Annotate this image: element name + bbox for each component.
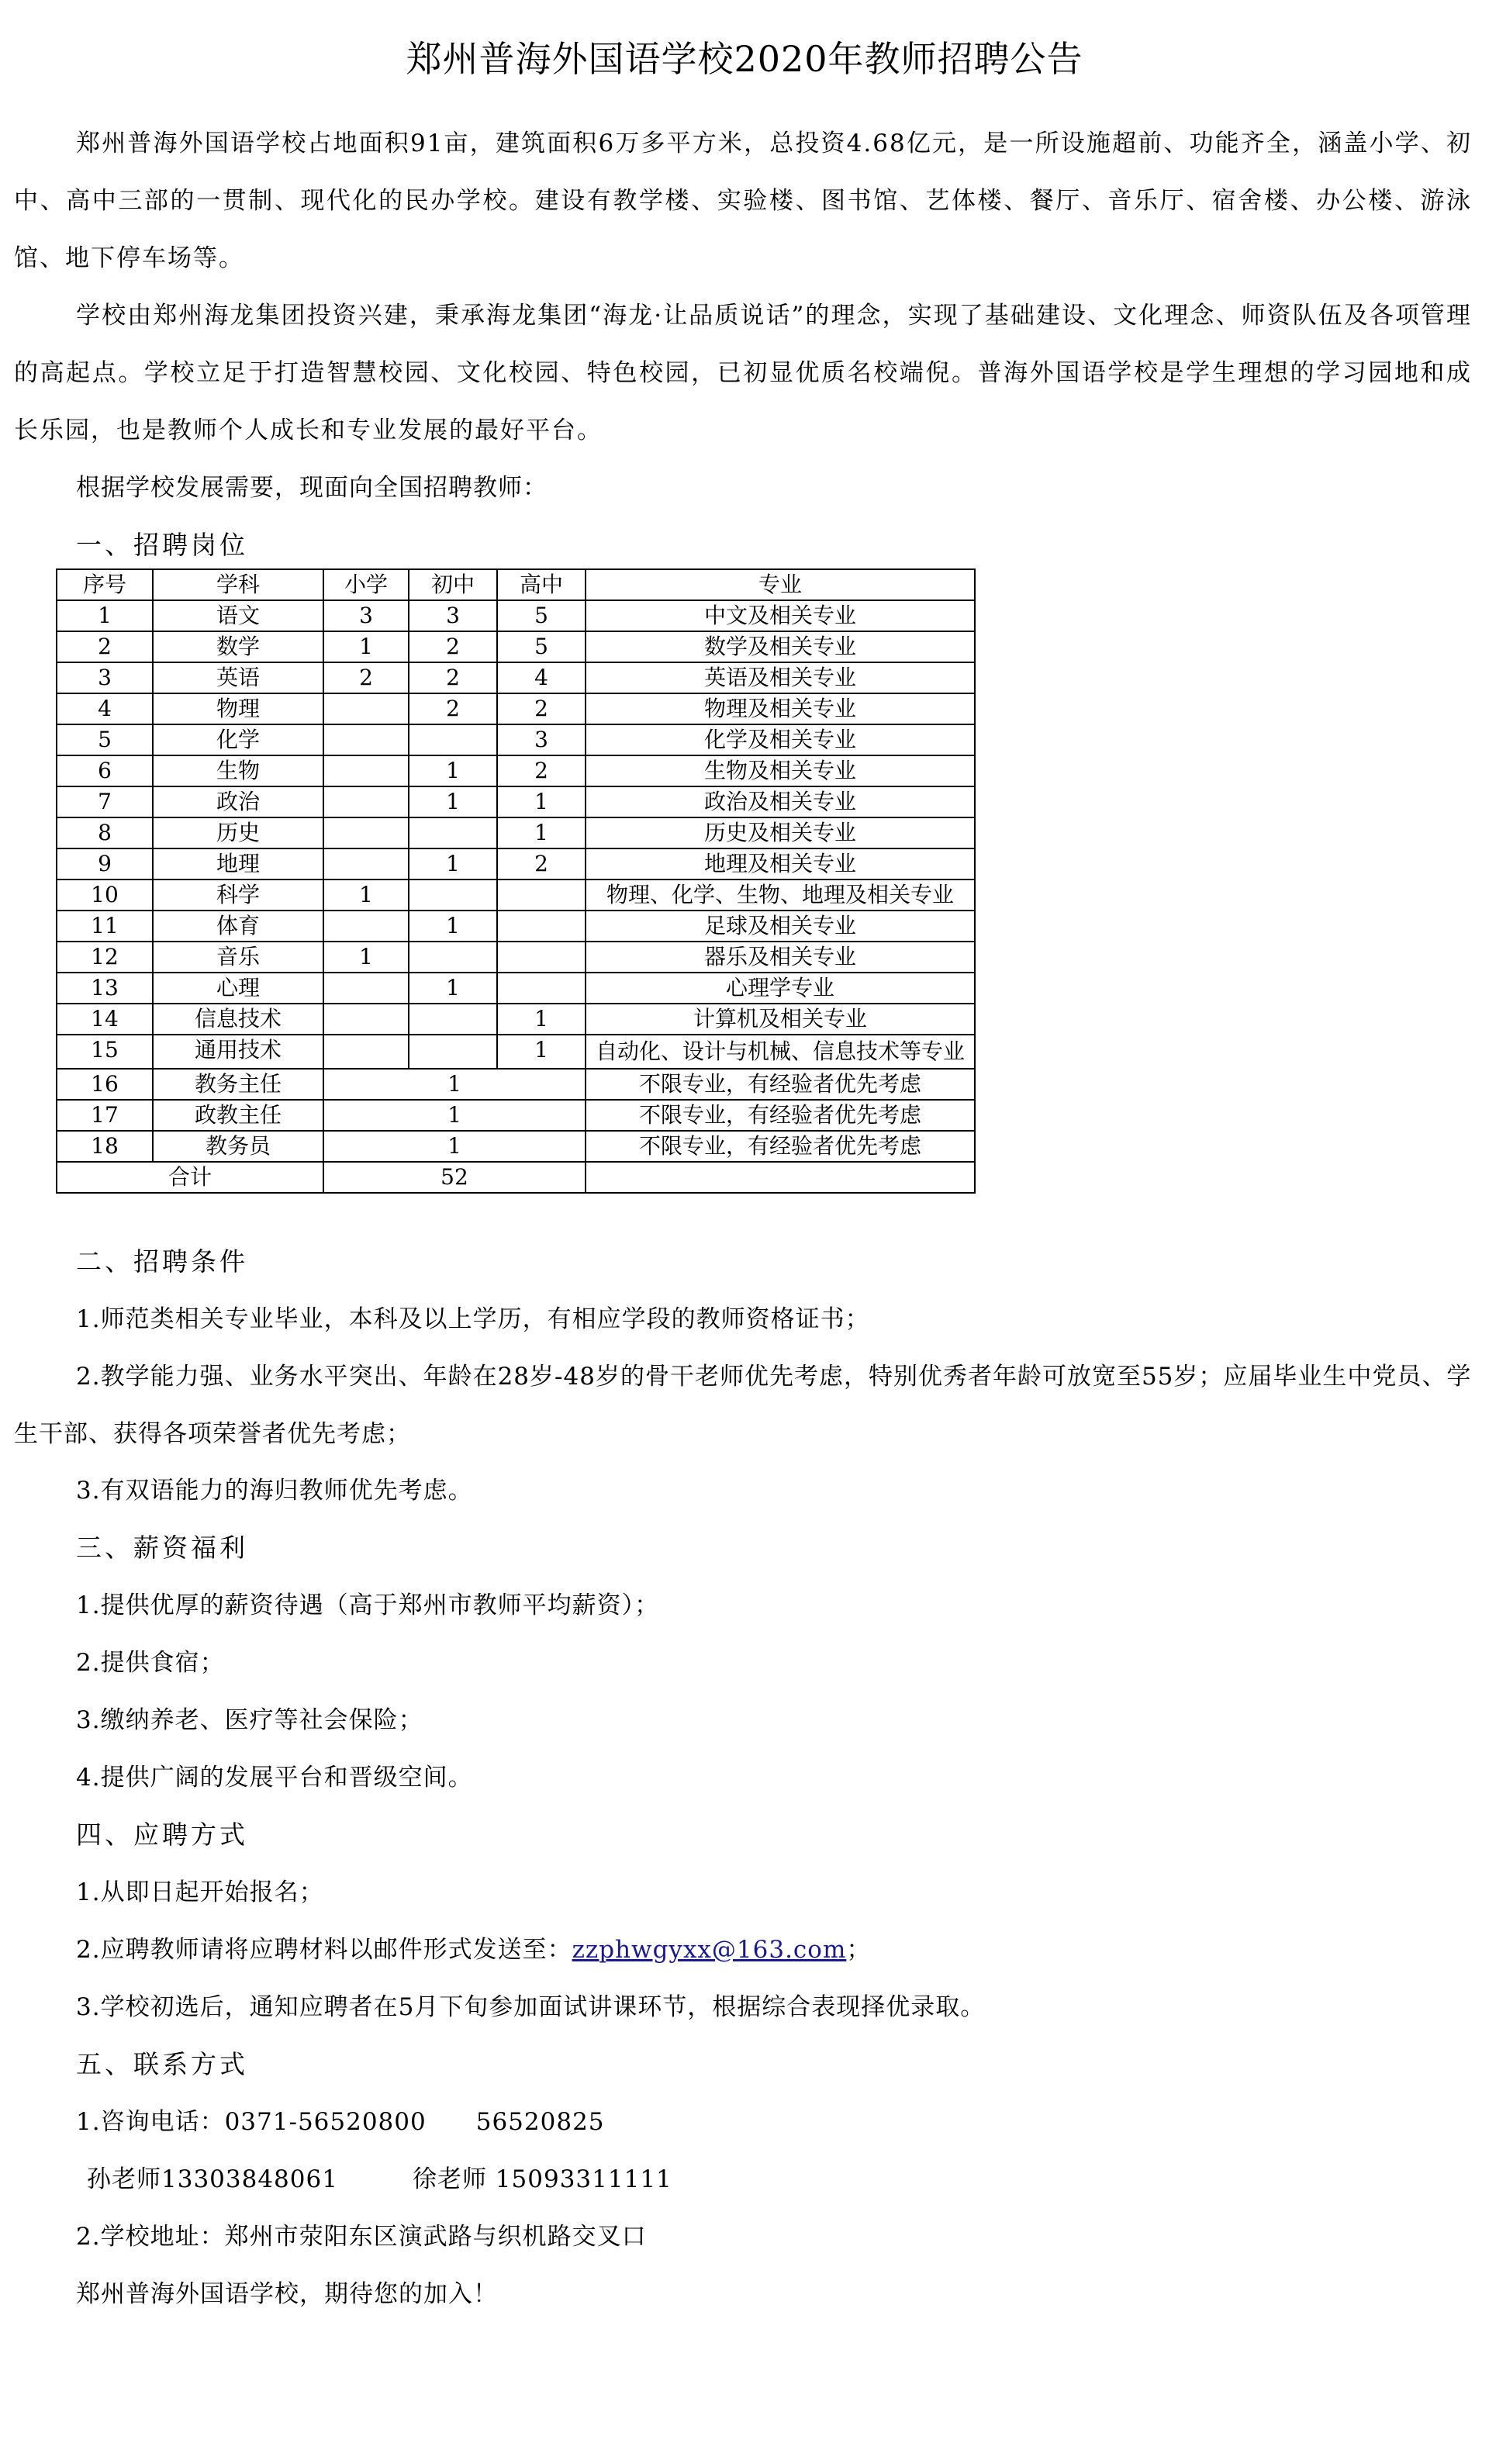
cell-primary: 1 [323, 631, 409, 662]
cell-major: 器乐及相关专业 [586, 942, 975, 973]
cell-count: 1 [323, 1069, 586, 1100]
condition-item-2: 2.教学能力强、业务水平突出、年龄在28岁-48岁的骨干老师优先考虑，特别优秀者年龄可放宽至55岁；应届毕业生中党员、学生干部、获得各项荣誉者优先考虑； [14, 1363, 1472, 1448]
cell-count: 1 [323, 1100, 586, 1131]
apply-item-1: 1.从即日起开始报名； [76, 1878, 324, 1906]
cell-subject: 信息技术 [153, 1004, 323, 1035]
contact-address: 2.学校地址：郑州市荥阳东区演武路与织机路交叉口 [76, 2223, 647, 2251]
cell-subject: 生物 [153, 755, 323, 786]
cell-primary [323, 1004, 409, 1035]
cell-subject: 数学 [153, 631, 323, 662]
cell-junior: 2 [409, 631, 497, 662]
table-row [57, 1069, 975, 1100]
cell-major: 不限专业，有经验者优先考虑 [586, 1131, 975, 1162]
cell-index: 13 [57, 973, 153, 1004]
cell-senior: 2 [497, 848, 586, 880]
condition-item-1: 1.师范类相关专业毕业，本科及以上学历，有相应学段的教师资格证书； [76, 1305, 870, 1333]
cell-index: 3 [57, 662, 153, 693]
table-row [57, 724, 975, 755]
table-row [57, 942, 975, 973]
cell-junior: 2 [409, 693, 497, 724]
contact-teachers: 孙老师13303848061 徐老师 15093311111 [87, 2165, 672, 2193]
cell-primary: 2 [323, 662, 409, 693]
cell-subject: 政教主任 [153, 1100, 323, 1131]
cell-major: 生物及相关专业 [586, 755, 975, 786]
cell-primary [323, 786, 409, 817]
header-subject: 学科 [153, 569, 323, 600]
cell-junior: 3 [409, 600, 497, 631]
cell-junior [409, 724, 497, 755]
cell-index: 16 [57, 1069, 153, 1100]
table-row [57, 880, 975, 911]
apply-item-2 [76, 1921, 871, 1978]
table-header-row [57, 569, 975, 600]
cell-junior: 1 [409, 848, 497, 880]
header-major: 专业 [586, 569, 975, 600]
positions-table [56, 568, 976, 1194]
cell-subject: 地理 [153, 848, 323, 880]
cell-index: 2 [57, 631, 153, 662]
section-heading-apply: 四、应聘方式 [76, 1819, 248, 1850]
table-row [57, 631, 975, 662]
cell-major: 中文及相关专业 [586, 600, 975, 631]
cell-junior [409, 880, 497, 911]
cell-senior: 1 [497, 1004, 586, 1035]
table-row [57, 786, 975, 817]
table-row [57, 1100, 975, 1131]
total-empty [586, 1162, 975, 1193]
cell-subject: 教务员 [153, 1131, 323, 1162]
cell-major: 英语及相关专业 [586, 662, 975, 693]
intro-paragraph-3: 根据学校发展需要，现面向全国招聘教师： [76, 474, 548, 502]
section-heading-conditions: 二、招聘条件 [76, 1246, 248, 1277]
cell-senior: 5 [497, 600, 586, 631]
apply-item-2-text: 2.应聘教师请将应聘材料以邮件形式发送至： [76, 1936, 572, 1964]
cell-major: 自动化、设计与机械、信息技术等专业 [586, 1035, 975, 1069]
cell-junior: 1 [409, 911, 497, 942]
closing-line: 郑州普海外国语学校，期待您的加入！ [76, 2280, 498, 2308]
cell-subject: 化学 [153, 724, 323, 755]
cell-subject: 科学 [153, 880, 323, 911]
table-row [57, 848, 975, 880]
cell-senior: 3 [497, 724, 586, 755]
table-row [57, 1004, 975, 1035]
cell-major: 物理及相关专业 [586, 693, 975, 724]
cell-subject: 政治 [153, 786, 323, 817]
condition-item-3: 3.有双语能力的海归教师优先考虑。 [76, 1477, 473, 1505]
cell-primary [323, 848, 409, 880]
cell-senior: 2 [497, 755, 586, 786]
cell-primary [323, 693, 409, 724]
cell-junior: 1 [409, 973, 497, 1004]
cell-index: 11 [57, 911, 153, 942]
section-heading-contact: 五、联系方式 [76, 2049, 248, 2079]
cell-major: 化学及相关专业 [586, 724, 975, 755]
cell-junior: 1 [409, 755, 497, 786]
cell-senior: 4 [497, 662, 586, 693]
total-label: 合计 [57, 1162, 323, 1193]
cell-major: 地理及相关专业 [586, 848, 975, 880]
cell-index: 12 [57, 942, 153, 973]
benefit-item-1: 1.提供优厚的薪资待遇（高于郑州市教师平均薪资）； [76, 1591, 660, 1619]
apply-item-2-suffix: ； [846, 1936, 872, 1964]
cell-primary [323, 911, 409, 942]
cell-primary: 3 [323, 600, 409, 631]
cell-senior [497, 973, 586, 1004]
cell-index: 6 [57, 755, 153, 786]
cell-index: 7 [57, 786, 153, 817]
cell-subject: 英语 [153, 662, 323, 693]
cell-subject: 心理 [153, 973, 323, 1004]
cell-subject: 语文 [153, 600, 323, 631]
contact-phone: 1.咨询电话：0371-56520800 56520825 [76, 2108, 605, 2136]
table-row [57, 693, 975, 724]
cell-index: 17 [57, 1100, 153, 1131]
cell-index: 18 [57, 1131, 153, 1162]
cell-count: 1 [323, 1131, 586, 1162]
table-row [57, 1035, 975, 1069]
cell-senior: 2 [497, 693, 586, 724]
cell-index: 9 [57, 848, 153, 880]
table-row [57, 817, 975, 848]
section-heading-positions: 一、招聘岗位 [76, 530, 248, 560]
table-row [57, 755, 975, 786]
cell-senior: 1 [497, 786, 586, 817]
table-total-row [57, 1162, 975, 1193]
intro-paragraph-2: 学校由郑州海龙集团投资兴建，秉承海龙集团“海龙·让品质说话”的理念，实现了基础建设、文化理念、师资队伍及各项管理的高起点。学校立足于打造智慧校园、文化校园、特色校园，已初显优质名校端倪。普海外国语学校是学生理想的学习园地和成长乐园，也是教师个人成长和专业发展的最好平台。 [14, 302, 1472, 444]
page-title: 郑州普海外国语学校2020年教师招聘公告 [406, 38, 1083, 80]
cell-major: 物理、化学、生物、地理及相关专业 [586, 880, 975, 911]
cell-subject: 物理 [153, 693, 323, 724]
cell-primary [323, 755, 409, 786]
cell-subject: 通用技术 [153, 1035, 323, 1069]
total-value: 52 [323, 1162, 586, 1193]
intro-paragraph-1: 郑州普海外国语学校占地面积91亩，建筑面积6万多平方米，总投资4.68亿元，是一所设施超前、功能齐全，涵盖小学、初中、高中三部的一贯制、现代化的民办学校。建设有教学楼、实验楼、图书馆、艺体楼、餐厅、音乐厅、宿舍楼、办公楼、游泳馆、地下停车场等。 [14, 130, 1472, 272]
benefit-item-4: 4.提供广阔的发展平台和晋级空间。 [76, 1764, 473, 1792]
cell-junior [409, 1035, 497, 1069]
table-row [57, 973, 975, 1004]
table-row [57, 600, 975, 631]
cell-index: 14 [57, 1004, 153, 1035]
cell-subject: 体育 [153, 911, 323, 942]
cell-index: 4 [57, 693, 153, 724]
benefit-item-3: 3.缴纳养老、医疗等社会保险； [76, 1706, 423, 1734]
email-link[interactable]: zzphwgyxx@163.com [572, 1936, 847, 1964]
cell-senior: 1 [497, 817, 586, 848]
cell-primary: 1 [323, 880, 409, 911]
benefit-item-2: 2.提供食宿； [76, 1649, 225, 1677]
cell-junior: 2 [409, 662, 497, 693]
cell-major: 不限专业，有经验者优先考虑 [586, 1100, 975, 1131]
cell-index: 5 [57, 724, 153, 755]
cell-major: 不限专业，有经验者优先考虑 [586, 1069, 975, 1100]
cell-subject: 音乐 [153, 942, 323, 973]
cell-major: 政治及相关专业 [586, 786, 975, 817]
cell-primary [323, 973, 409, 1004]
cell-index: 8 [57, 817, 153, 848]
cell-senior [497, 880, 586, 911]
cell-major: 心理学专业 [586, 973, 975, 1004]
cell-index: 1 [57, 600, 153, 631]
cell-major: 历史及相关专业 [586, 817, 975, 848]
header-primary: 小学 [323, 569, 409, 600]
cell-major: 数学及相关专业 [586, 631, 975, 662]
header-senior: 高中 [497, 569, 586, 600]
cell-junior [409, 1004, 497, 1035]
cell-subject: 历史 [153, 817, 323, 848]
cell-subject: 教务主任 [153, 1069, 323, 1100]
cell-junior [409, 817, 497, 848]
header-junior: 初中 [409, 569, 497, 600]
cell-senior: 5 [497, 631, 586, 662]
cell-index: 10 [57, 880, 153, 911]
cell-primary [323, 817, 409, 848]
apply-item-3: 3.学校初选后，通知应聘者在5月下旬参加面试讲课环节，根据综合表现择优录取。 [76, 1993, 986, 2021]
cell-senior [497, 942, 586, 973]
cell-major: 足球及相关专业 [586, 911, 975, 942]
cell-senior [497, 911, 586, 942]
cell-primary: 1 [323, 942, 409, 973]
table-row [57, 1131, 975, 1162]
table-row [57, 662, 975, 693]
cell-junior [409, 942, 497, 973]
table-row [57, 911, 975, 942]
cell-index: 15 [57, 1035, 153, 1069]
cell-senior: 1 [497, 1035, 586, 1069]
cell-junior: 1 [409, 786, 497, 817]
cell-major: 计算机及相关专业 [586, 1004, 975, 1035]
header-index: 序号 [57, 569, 153, 600]
section-heading-benefits: 三、薪资福利 [76, 1533, 248, 1563]
cell-primary [323, 724, 409, 755]
cell-primary [323, 1035, 409, 1069]
